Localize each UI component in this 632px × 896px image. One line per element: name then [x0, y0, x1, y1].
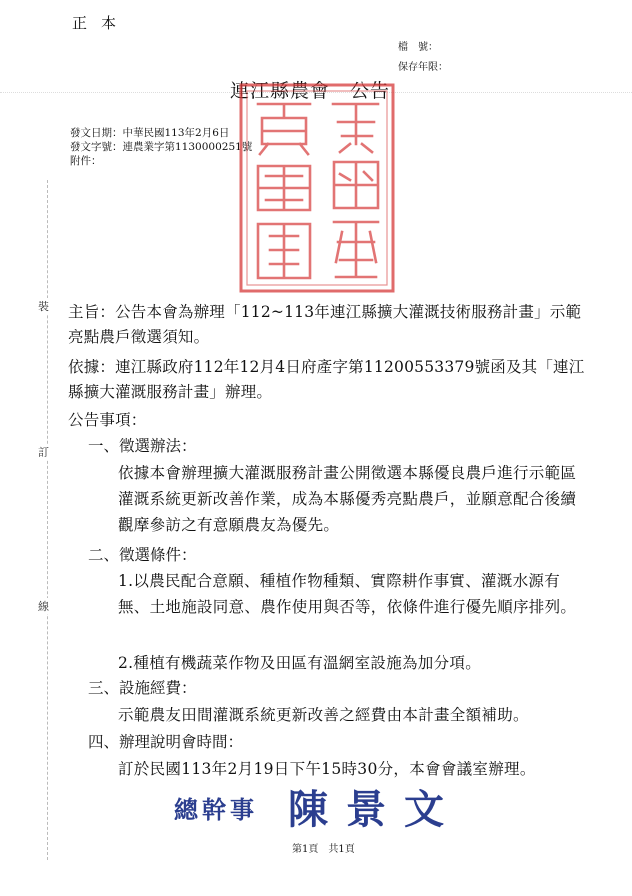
- section-heading: 二、徵選條件：: [88, 546, 197, 564]
- section-heading: 四、辦理說明會時間：: [88, 733, 244, 751]
- copy-mark: 正本: [72, 14, 131, 32]
- page-title: 連江縣農會 公告: [230, 80, 391, 102]
- retention-label: 保存年限：: [398, 62, 448, 73]
- signatory-name: 陳景文: [288, 786, 462, 833]
- section-body: 2.種植有機蔬菜作物及田區有溫網室設施為加分項。: [118, 654, 481, 672]
- binding-mark: 裝: [38, 300, 49, 313]
- binding-mark: 線: [38, 600, 49, 613]
- section-heading: 一、徵選辦法：: [88, 437, 197, 455]
- basis-paragraph: 依據：連江縣政府112年12月4日府產字第11200553379號函及其「連江縣擴大灌溉服務計畫」辦理。: [68, 358, 585, 401]
- section-body: 示範農友田間灌溉系統更新改善之經費由本計畫全額補助。: [118, 706, 529, 724]
- subject-paragraph: 主旨：公告本會為辦理「112~113年連江縣擴大灌溉技術服務計畫」示範亮點農戶徵選須知。: [68, 303, 582, 346]
- official-seal-icon: [238, 82, 396, 294]
- binding-mark: 訂: [38, 446, 49, 459]
- attachment-label: 附件：: [70, 155, 102, 167]
- announcement-items-heading: 公告事項：: [68, 411, 147, 429]
- section-body: 依據本會辦理擴大灌溉服務計畫公開徵選本縣優良農戶進行示範區灌溉系統更新改善作業，成為本縣優秀亮點農戶，並願意配合後續觀摩參訪之有意願農友為優先。: [118, 464, 577, 534]
- reference-number: 發文字號：連農業字第1130000251號: [70, 141, 253, 153]
- section-body: 訂於民國113年2月19日下午15時30分，本會會議室辦理。: [118, 760, 536, 778]
- binding-line: [47, 180, 48, 860]
- page-number: 第1頁 共1頁: [292, 844, 355, 855]
- section-heading: 三、設施經費：: [88, 679, 197, 697]
- signatory-title: 總幹事: [174, 795, 258, 824]
- document-header: [70, 126, 252, 168]
- section-body: 1.以農民配合意願、種植作物種類、實際耕作事實、灌溉水源有無、土地施設同意、農作使用與否等，依條件進行優先順序排列。: [118, 572, 577, 616]
- issue-date: 發文日期：中華民國113年2月6日: [70, 127, 230, 139]
- file-number-label: 檔 號：: [398, 42, 438, 53]
